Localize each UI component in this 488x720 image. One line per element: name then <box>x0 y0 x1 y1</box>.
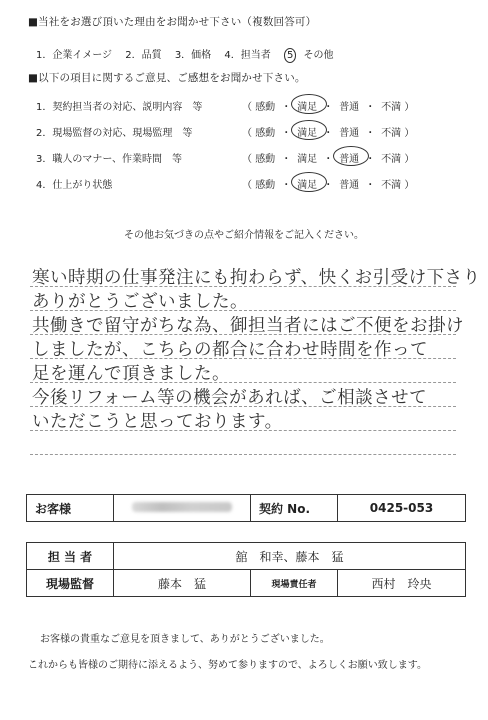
reason-option-2: 2．品質 <box>125 50 162 61</box>
selected-circle-mark <box>291 172 327 192</box>
rating-option-selected: 満足 <box>297 176 317 191</box>
reason-option-1: 1．企業イメージ <box>36 50 113 61</box>
rep-names: 舘 和幸、藤本 猛 <box>114 543 466 570</box>
rating-separator: ・ <box>365 154 376 165</box>
rating-item-label: 4．仕上がり状態 <box>36 180 113 191</box>
rating-option: 満足 <box>297 154 318 165</box>
rating-separator: ・ <box>281 180 292 191</box>
rating-separator: ・ <box>323 180 334 191</box>
rating-separator: ・ <box>365 128 376 139</box>
site-manager-name: 西村 玲央 <box>338 570 466 597</box>
rating-scale: （ 感動 ・ 満足 ・ 普通 ・ 不満 ） <box>242 150 414 165</box>
rating-option-selected: 普通 <box>339 150 359 165</box>
section1-title: ■当社をお選び頂いた理由をお聞かせ下さい（複数回答可） <box>28 16 317 28</box>
rating-scale: （ 感動 ・ 満足 ・ 普通 ・ 不満 ） <box>242 98 414 113</box>
contract-label: 契約 No. <box>251 495 338 522</box>
comment-ruled-line <box>30 454 456 455</box>
section2-title: ■以下の項目に関するご意見、ご感想をお聞かせ下さい。 <box>28 72 306 84</box>
customer-table <box>26 494 466 522</box>
supervisor-label: 現場監督 <box>27 570 114 597</box>
rating-separator: ・ <box>365 180 376 191</box>
rating-option: 不満 <box>381 128 402 139</box>
rating-separator: ・ <box>323 154 334 165</box>
site-manager-label: 現場責任者 <box>251 570 338 597</box>
rating-option: 感動 <box>255 102 276 113</box>
rating-item-label: 3．職人のマナー、作業時間 等 <box>36 154 182 165</box>
handwritten-line: しましたが、こちらの都合に合わせ時間を作って <box>32 340 428 360</box>
handwritten-line: 共働きで留守がちな為、御担当者にはご不便をお掛け <box>32 316 464 336</box>
reason-options <box>36 46 344 63</box>
rating-option-selected: 満足 <box>297 124 317 139</box>
selected-circle-mark <box>291 94 327 114</box>
footer-line-1: お客様の貴重なご意見を頂きまして、ありがとうございました。 <box>40 634 330 645</box>
rating-option: 感動 <box>255 180 276 191</box>
handwritten-line: 今後リフォーム等の機会があれば、ご相談させて <box>32 388 428 408</box>
rating-separator: ・ <box>281 128 292 139</box>
rating-option: 普通 <box>339 180 360 191</box>
rating-item-label: 1．契約担当者の対応、説明内容 等 <box>36 102 203 113</box>
handwritten-line: 足を運んで頂きました。 <box>32 364 230 384</box>
rating-option: 普通 <box>339 102 360 113</box>
comments-prompt: その他お気づきの点やご紹介情報をご記入ください。 <box>124 230 364 241</box>
handwritten-line: 寒い時期の仕事発注にも拘わらず、快くお引受け下さり <box>32 268 481 288</box>
supervisor-name: 藤本 猛 <box>114 570 251 597</box>
rating-option-selected: 満足 <box>297 98 317 113</box>
reason-option-4: 4．担当者 <box>224 50 271 61</box>
reason-selected-number: 5 <box>284 48 296 63</box>
rating-scale: （ 感動 ・ 満足 ・ 普通 ・ 不満 ） <box>242 176 414 191</box>
handwritten-line: いただこうと思っております。 <box>32 412 283 432</box>
rating-option: 普通 <box>339 128 360 139</box>
rating-option: 不満 <box>381 180 402 191</box>
footer-line-2: これからも皆様のご期待に添えるよう、努めて参りますので、よろしくお願い致します。 <box>28 660 427 671</box>
rating-option: 不満 <box>381 102 402 113</box>
rating-item-label: 2．現場監督の対応、現場監理 等 <box>36 128 193 139</box>
rating-option: 感動 <box>255 154 276 165</box>
reason-option-3: 3．価格 <box>174 50 212 61</box>
customer-name-redacted <box>114 495 251 522</box>
rating-separator: ・ <box>281 102 292 113</box>
rating-scale: （ 感動 ・ 満足 ・ 普通 ・ 不満 ） <box>242 124 414 139</box>
selected-circle-mark <box>333 146 369 166</box>
contract-number: 0425-053 <box>338 495 466 522</box>
customer-label: お客様 <box>27 495 114 522</box>
staff-table <box>26 542 466 597</box>
rating-option: 不満 <box>381 154 402 165</box>
rating-separator: ・ <box>323 102 334 113</box>
handwritten-line: ありがとうございました。 <box>32 292 248 312</box>
rep-label: 担 当 者 <box>27 543 114 570</box>
reason-option-other: その他 <box>303 50 334 61</box>
rating-separator: ・ <box>365 102 376 113</box>
rating-separator: ・ <box>281 154 292 165</box>
selected-circle-mark <box>291 120 327 140</box>
rating-separator: ・ <box>323 128 334 139</box>
rating-option: 感動 <box>255 128 276 139</box>
